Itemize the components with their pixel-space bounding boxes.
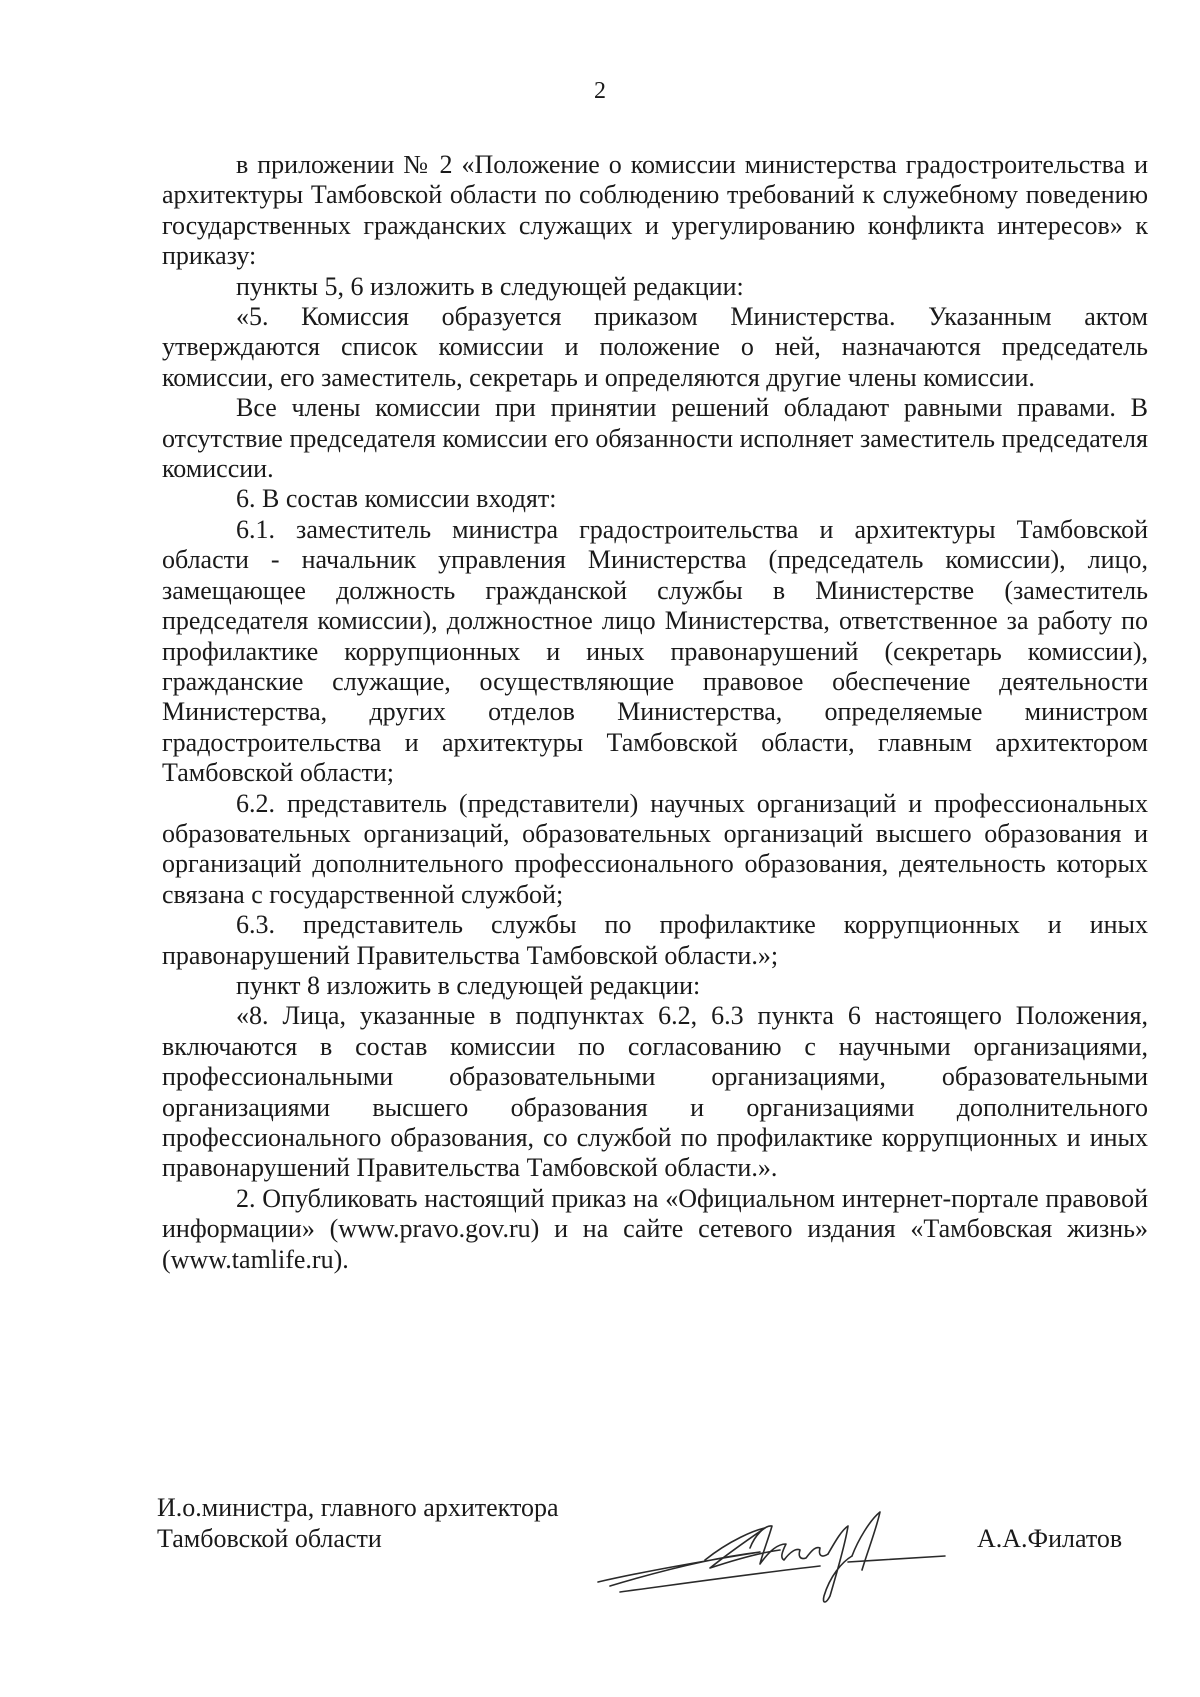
paragraph-point-6-3: 6.3. представитель службы по профилактике коррупционных и иных правонарушений Правительства Тамбовской области.»; [162, 910, 1148, 970]
document-body [162, 150, 1148, 1275]
signatory-position-line1: И.о.министра, главного архитектора [157, 1493, 559, 1522]
signatory-position [157, 1492, 559, 1554]
paragraph-point-8: «8. Лица, указанные в подпунктах 6.2, 6.3 пункта 6 настоящего Положения, включаются в состав комиссии по согласованию с научными организациями, профессиональными образовательными организациями, образовательными организациями высшего образования и организациями дополнительного профессионального образования, со службой по профилактике коррупционных и иных правонарушений Правительства Тамбовской области.». [162, 1001, 1148, 1183]
paragraph-points-5-6-edit: пункты 5, 6 изложить в следующей редакции: [236, 271, 744, 301]
paragraph-point-6-1: 6.1. заместитель министра градостроительства и архитектуры Тамбовской области - начальник управления Министерства (председатель комиссии), лицо, замещающее должность гражданской службы в Министерстве (заместитель председателя комиссии), должностное лицо Министерства, ответственное за работу по профилактике коррупционных и иных правонарушений (секретарь комиссии), гражданские служащие, осуществляющие правовое обеспечение деятельности Министерства, других отделов Министерства, определяемые министром градостроительства и архитектуры Тамбовской области, главным архитектором Тамбовской области; [162, 514, 1148, 788]
paragraph-members-rights: Все члены комиссии при принятии решений обладают равными правами. В отсутствие председателя комиссии его обязанности исполняет заместитель председателя комиссии. [162, 393, 1148, 484]
paragraph-point-8-edit: пункт 8 изложить в следующей редакции: [236, 970, 701, 1000]
paragraph-publication: 2. Опубликовать настоящий приказ на «Официальном интернет-портале правовой информации» (www.pravo.gov.ru) и на сайте сетевого издания «Тамбовская жизнь» (www.tamlife.ru). [162, 1183, 1148, 1274]
signatory-position-line2: Тамбовской области [157, 1524, 382, 1553]
paragraph-appendix-intro: в приложении № 2 «Положение о комиссии министерства градостроительства и архитектуры Тамбовской области по соблюдению требований к служебному поведению государственных гражданских служащих и урегулированию конфликта интересов» к приказу: [162, 150, 1148, 271]
paragraph-point-6-2: 6.2. представитель (представители) научных организаций и профессиональных образовательных организаций, образовательных организаций высшего образования и организаций дополнительного профессионального образования, деятельность которых связана с государственной службой; [162, 788, 1148, 909]
paragraph-point-5: «5. Комиссия образуется приказом Министерства. Указанным актом утверждаются список комиссии и положение о ней, назначаются председатель комиссии, его заместитель, секретарь и определяются другие члены комиссии. [162, 302, 1148, 392]
handwritten-signature [590, 1500, 960, 1610]
page-number: 2 [594, 78, 606, 104]
signatory-name: А.А.Филатов [977, 1524, 1123, 1553]
paragraph-point-6: 6. В состав комиссии входят: [236, 484, 557, 514]
